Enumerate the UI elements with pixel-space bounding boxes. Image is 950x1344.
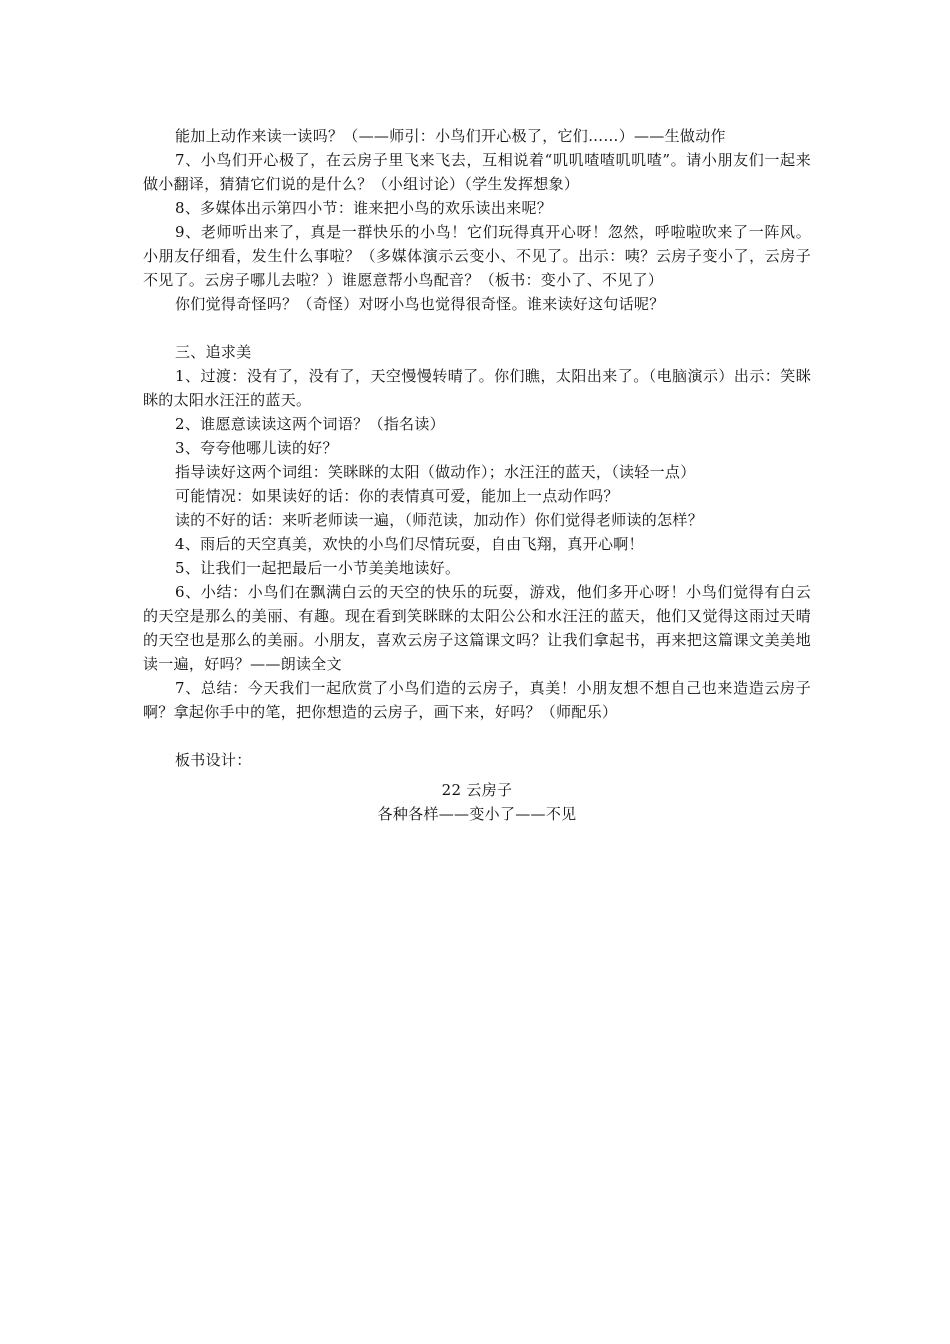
paragraph: 1、过渡：没有了，没有了，天空慢慢转晴了。你们瞧，太阳出来了。（电脑演示）出示：笑眯眯的太阳水汪汪的蓝天。 [143, 367, 811, 409]
paragraph: 8、多媒体出示第四小节：谁来把小鸟的欢乐读出来呢？ [175, 199, 553, 217]
paragraph: 3、夸夸他哪儿读的好？ [175, 439, 338, 457]
paragraph: 7、小鸟们开心极了，在云房子里飞来飞去，互相说着“叽叽喳喳叽叽喳”。请小朋友们一起来做小翻译，猜猜它们说的是什么？（小组讨论）（学生发挥想象） [143, 151, 811, 193]
board-design-title: 22 云房子 [441, 781, 513, 799]
paragraph: 5、让我们一起把最后一小节美美地读好。 [175, 559, 461, 577]
spacer [143, 724, 811, 748]
paragraph: 你们觉得奇怪吗？（奇怪）对呀小鸟也觉得很奇怪。谁来读好这句话呢？ [175, 295, 665, 313]
paragraph: 6、小结：小鸟们在飘满白云的天空的快乐的玩耍，游戏，他们多开心呀！小鸟们觉得有白云的天空是那么的美丽、有趣。现在看到笑眯眯的太阳公公和水汪汪的蓝天，他们又觉得这雨过天晴的天空也是那么的美丽。小朋友，喜欢云房子这篇课文吗？让我们拿起书，再来把这篇课文美美地读一遍，好吗？——朗读全文 [143, 583, 811, 673]
paragraph: 2、谁愿意读读这两个词语？（指名读） [175, 415, 445, 433]
paragraph: 7、总结：今天我们一起欣赏了小鸟们造的云房子，真美！小朋友想不想自己也来造造云房子啊？拿起你手中的笔，把你想造的云房子，画下来，好吗？（师配乐） [143, 679, 811, 721]
paragraph: 9、老师听出来了，真是一群快乐的小鸟！它们玩得真开心呀！忽然，呼啦啦吹来了一阵风。小朋友仔细看，发生什么事啦？（多媒体演示云变小、不见了。出示：咦？云房子变小了，云房子不见了。云房子哪儿去啦？）谁愿意帮小鸟配音？（板书：变小了、不见了） [143, 223, 811, 289]
paragraph: 读的不好的话：来听老师读一遍，（师范读，加动作）你们觉得老师读的怎样？ [175, 511, 704, 529]
paragraph: 指导读好这两个词组：笑眯眯的太阳（做动作）；水汪汪的蓝天，（读轻一点） [175, 463, 696, 481]
document-body [143, 124, 811, 826]
board-design-line: 各种各样——变小了——不见 [377, 805, 577, 823]
paragraph: 能加上动作来读一读吗？（——师引：小鸟们开心极了，它们……）——生做动作 [175, 127, 726, 145]
spacer [143, 316, 811, 340]
board-design-label: 板书设计： [175, 751, 252, 769]
paragraph: 可能情况：如果读好的话：你的表情真可爱，能加上一点动作吗？ [175, 487, 619, 505]
section-heading: 三、追求美 [175, 343, 252, 361]
paragraph: 4、雨后的天空真美，欢快的小鸟们尽情玩耍，自由飞翔，真开心啊！ [175, 535, 644, 553]
